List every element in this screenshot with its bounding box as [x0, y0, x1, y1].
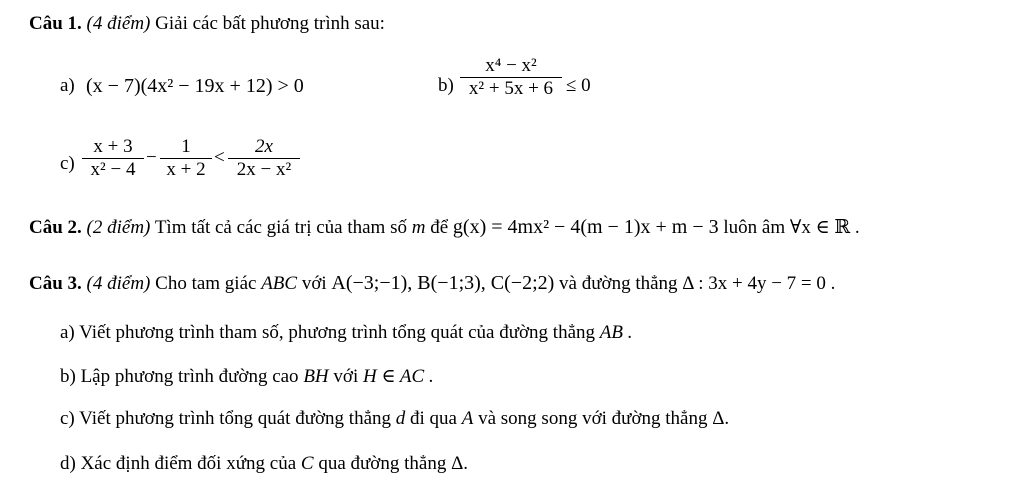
- cau3-a-var: AB .: [599, 322, 633, 343]
- cau3-b-line: [60, 366, 434, 388]
- cau1-b-label: b): [438, 75, 454, 96]
- cau1-points: (4 điểm): [86, 13, 151, 34]
- cau1-c-frac3-denominator: 2x − x²: [236, 159, 292, 180]
- cau1-c-frac2-numerator: 1: [181, 136, 191, 157]
- cau1-c-fraction-2: [160, 136, 212, 181]
- cau3-b-mid: với: [333, 366, 359, 387]
- cau2-points: (2 điểm): [86, 217, 151, 238]
- cau1-c-label: c): [60, 153, 75, 174]
- cau1-text: Giải các bất phương trình sau:: [155, 13, 385, 34]
- cau2-tail: luôn âm ∀x ∈ ℝ .: [723, 217, 860, 238]
- cau1-c-fraction-3: [228, 136, 300, 181]
- cau2-de: để: [430, 217, 449, 238]
- cau2-param-m: m: [411, 217, 426, 238]
- cau2-text: Tìm tất cả các giá trị của tham số: [154, 217, 407, 238]
- cau3-text: Cho tam giác: [155, 273, 257, 294]
- cau3-triangle-abc: ABC: [261, 273, 298, 294]
- cau3-a-line: [60, 322, 632, 344]
- cau1-c-fraction-1: [82, 136, 144, 181]
- cau1-a-expr: (x − 7)(4x² − 19x + 12) > 0: [86, 75, 304, 97]
- cau3-va: và đường thẳng: [559, 273, 678, 294]
- cau3-b-cond: H ∈ AC .: [362, 366, 434, 387]
- cau3-d-C: C: [300, 453, 314, 474]
- cau1-b-rhs: ≤ 0: [566, 75, 591, 96]
- cau1-a-label: a): [60, 75, 75, 96]
- cau1-c-frac3-numerator: 2x: [255, 136, 273, 157]
- cau2-line: [29, 216, 860, 239]
- cau2-function-expr: g(x) = 4mx² − 4(m − 1)x + m − 3: [452, 216, 719, 238]
- cau1-b-fraction: [460, 55, 562, 100]
- cau3-d-text: d) Xác định điểm đối xứng của: [60, 453, 297, 474]
- cau3-c-tail: và song song với đường thẳng Δ.: [478, 408, 730, 429]
- cau1-c-frac1-numerator: x + 3: [93, 136, 133, 157]
- cau1-c-minus: −: [146, 147, 157, 168]
- cau1-c-frac2-denominator: x + 2: [166, 159, 206, 180]
- cau3-heading: Câu 3.: [29, 273, 82, 294]
- cau3-points-list: A(−3;−1), B(−1;3), C(−2;2): [331, 272, 555, 294]
- cau3-c-A: A: [461, 408, 474, 429]
- cau3-c-line: [60, 408, 729, 430]
- cau1-b-numerator: x⁴ − x²: [485, 55, 537, 76]
- cau1-c-frac1-denominator: x² − 4: [90, 159, 136, 180]
- cau1-c-less-than: <: [214, 147, 225, 168]
- cau3-d-line: [60, 453, 468, 475]
- cau1-b-denominator: x² + 5x + 6: [468, 78, 554, 99]
- cau3-line: [29, 272, 835, 295]
- cau3-b-var: BH: [303, 366, 329, 387]
- cau3-c-text: c) Viết phương trình tổng quát đường thẳng: [60, 408, 392, 429]
- cau1-heading-line: [29, 13, 385, 35]
- cau3-voi: với: [301, 273, 327, 294]
- cau3-c-d: d: [395, 408, 406, 429]
- cau3-c-mid: đi qua: [410, 408, 457, 429]
- cau3-b-text: b) Lập phương trình đường cao: [60, 366, 299, 387]
- cau3-points: (4 điểm): [86, 273, 151, 294]
- cau3-line-equation: Δ : 3x + 4y − 7 = 0 .: [682, 273, 836, 294]
- cau3-a-text: a) Viết phương trình tham số, phương trình tổng quát của đường thẳng: [60, 322, 595, 343]
- cau3-d-tail: qua đường thẳng Δ.: [318, 453, 469, 474]
- cau1-heading: Câu 1.: [29, 13, 82, 34]
- cau2-heading: Câu 2.: [29, 217, 82, 238]
